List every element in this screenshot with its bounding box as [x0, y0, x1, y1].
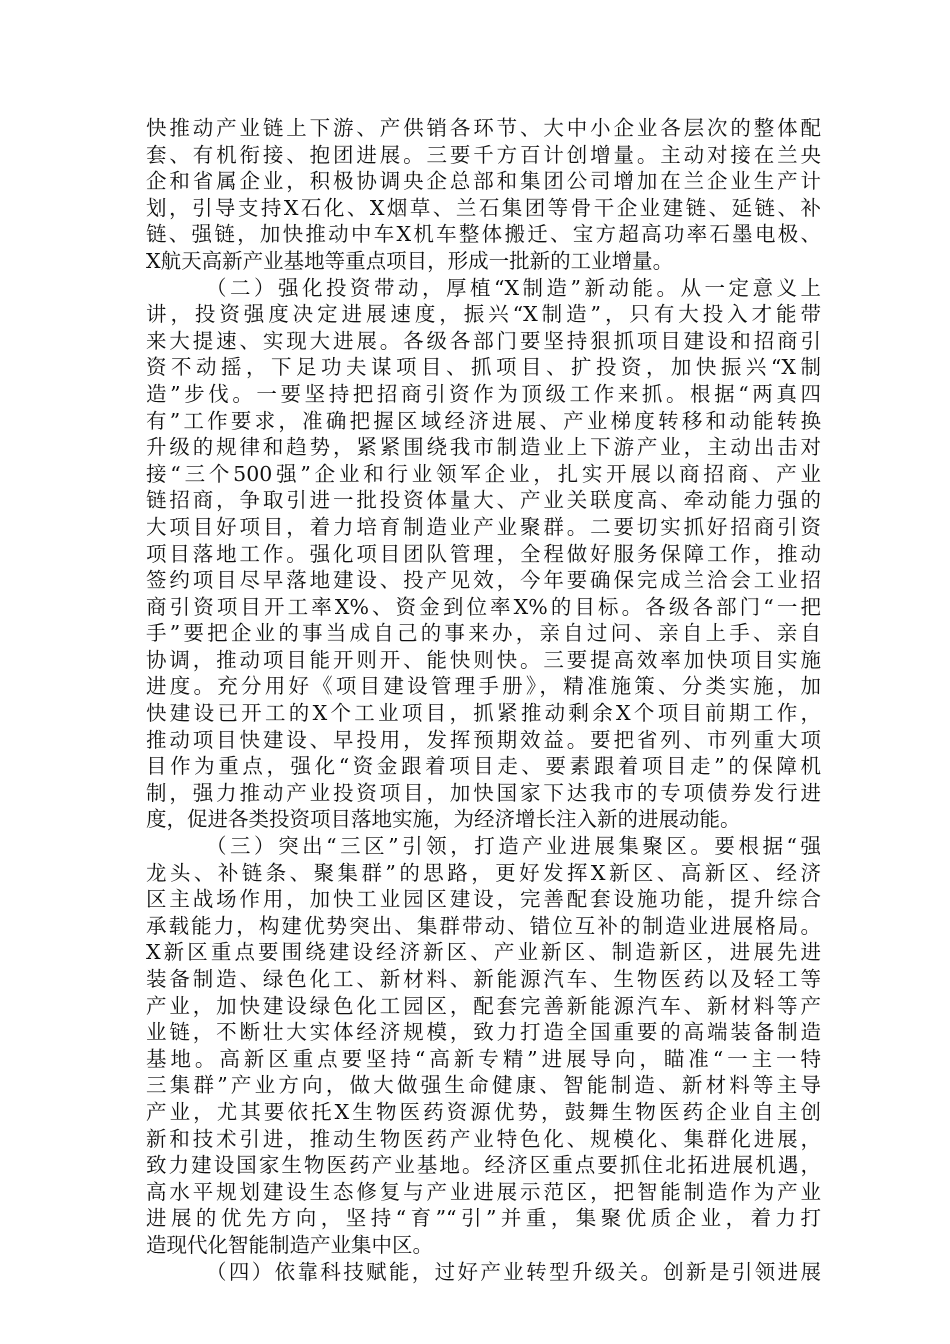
text-line: 产业，加快建设绿色化工园区，配套完善新能源汽车、新材料等产 — [146, 993, 821, 1018]
paragraph-heading-line: （三）突出“三区”引领，打造产业进展集聚区。要根据“强 — [206, 834, 821, 859]
document-body — [146, 115, 821, 1285]
text-line: 进展的优先方向，坚持“育”“引”并重，集聚优质企业，着力打 — [146, 1206, 821, 1231]
text-line: 龙头、补链条、聚集群”的思路，更好发挥X新区、高新区、经济 — [146, 860, 821, 885]
paragraph-heading-line: （二）强化投资带动，厚植“X制造”新动能。从一定意义上 — [206, 275, 821, 300]
text-line: 推动项目快建设、早投用，发挥预期效益。要把省列、市列重大项 — [146, 727, 821, 752]
text-line: 来大提速、实现大进展。各级各部门要坚持狠抓项目建设和招商引 — [146, 328, 821, 353]
text-line: X航天高新产业基地等重点项目，形成一批新的工业增量。 — [146, 248, 674, 273]
text-line: 快推动产业链上下游、产供销各环节、大中小企业各层次的整体配 — [146, 116, 821, 140]
text-line: 高水平规划建设生态修复与产业进展示范区，把智能制造作为产业 — [146, 1179, 821, 1204]
text-line: 大项目好项目，着力培育制造业产业聚群。二要切实抓好招商引资 — [146, 514, 821, 539]
text-line: 新和技术引进，推动生物医药产业特色化、规模化、集群化进展， — [146, 1126, 821, 1151]
text-line: 项目落地工作。强化项目团队管理，全程做好服务保障工作，推动 — [146, 541, 821, 566]
text-line: 商引资项目开工率X%、资金到位率X%的目标。各级各部门“一把 — [146, 594, 821, 619]
text-line: 链招商，争取引进一批投资体量大、产业关联度高、牵动能力强的 — [146, 488, 821, 513]
text-line: 讲，投资强度决定进展速度，振兴“X制造”，只有大投入才能带 — [146, 302, 821, 327]
text-line: 致力建设国家生物医药产业基地。经济区重点要抓住北拓进展机遇， — [146, 1153, 821, 1178]
text-line: 制，强力推动产业投资项目，加快国家下达我市的专项债券发行进 — [146, 780, 821, 805]
text-line: 承载能力，构建优势突出、集群带动、错位互补的制造业进展格局。 — [146, 913, 821, 938]
text-line: 业链，不断壮大实体经济规模，致力打造全国重要的高端装备制造 — [146, 1020, 821, 1045]
text-line: 升级的规律和趋势，紧紧围绕我市制造业上下游产业，主动出击对 — [146, 435, 821, 460]
text-line: X新区重点要围绕建设经济新区、产业新区、制造新区，进展先进 — [146, 940, 821, 965]
paragraph-heading-line: （四）依靠科技赋能，过好产业转型升级关。创新是引领进展 — [206, 1259, 821, 1284]
text-line: 划，引导支持X石化、X烟草、兰石集团等骨干企业建链、延链、补 — [146, 195, 821, 220]
text-line: 造现代化智能制造产业集中区。 — [146, 1232, 433, 1257]
text-line: 区主战场作用，加快工业园区建设，完善配套设施功能，提升综合 — [146, 887, 821, 912]
text-line: 套、有机衔接、抱团进展。三要千方百计创增量。主动对接在兰央 — [146, 142, 821, 167]
text-line: 链、强链，加快推动中车X机车整体搬迁、宝方超高功率石墨电极、 — [146, 222, 821, 247]
text-line: 装备制造、绿色化工、新材料、新能源汽车、生物医药以及轻工等 — [146, 967, 821, 991]
text-line: 基地。高新区重点要坚持“高新专精”进展导向，瞄准“一主一特 — [146, 1046, 821, 1071]
text-line: 手”要把企业的事当成自己的事来办，亲自过问、亲自上手、亲自 — [146, 621, 821, 646]
text-line: 度，促进各类投资项目落地实施，为经济增长注入新的进展动能。 — [146, 807, 741, 832]
text-line: 有”工作要求，准确把握区域经济进展、产业梯度转移和动能转换 — [146, 408, 821, 433]
text-line: 接“三个500强”企业和行业领军企业，扎实开展以商招商、产业 — [146, 461, 821, 486]
text-line: 产业，尤其要依托X生物医药资源优势，鼓舞生物医药企业自主创 — [146, 1099, 821, 1124]
text-line: 进度。充分用好《项目建设管理手册》，精准施策、分类实施，加 — [146, 674, 821, 699]
text-line: 造”步伐。一要坚持把招商引资作为顶级工作来抓。根据“两真四 — [146, 381, 821, 406]
text-line: 企和省属企业，积极协调央企总部和集团公司增加在兰企业生产计 — [146, 169, 821, 194]
text-line: 快建设已开工的X个工业项目，抓紧推动剩余X个项目前期工作， — [146, 701, 821, 726]
text-line: 签约项目尽早落地建设、投产见效，今年要确保完成兰洽会工业招 — [146, 568, 821, 593]
text-line: 目作为重点，强化“资金跟着项目走、要素跟着项目走”的保障机 — [146, 754, 821, 779]
text-line: 协调，推动项目能开则开、能快则快。三要提高效率加快项目实施 — [146, 647, 821, 672]
text-line: 资不动摇，下足功夫谋项目、抓项目、扩投资，加快振兴“X制 — [146, 355, 821, 380]
text-line: 三集群”产业方向，做大做强生命健康、智能制造、新材料等主导 — [146, 1073, 821, 1098]
